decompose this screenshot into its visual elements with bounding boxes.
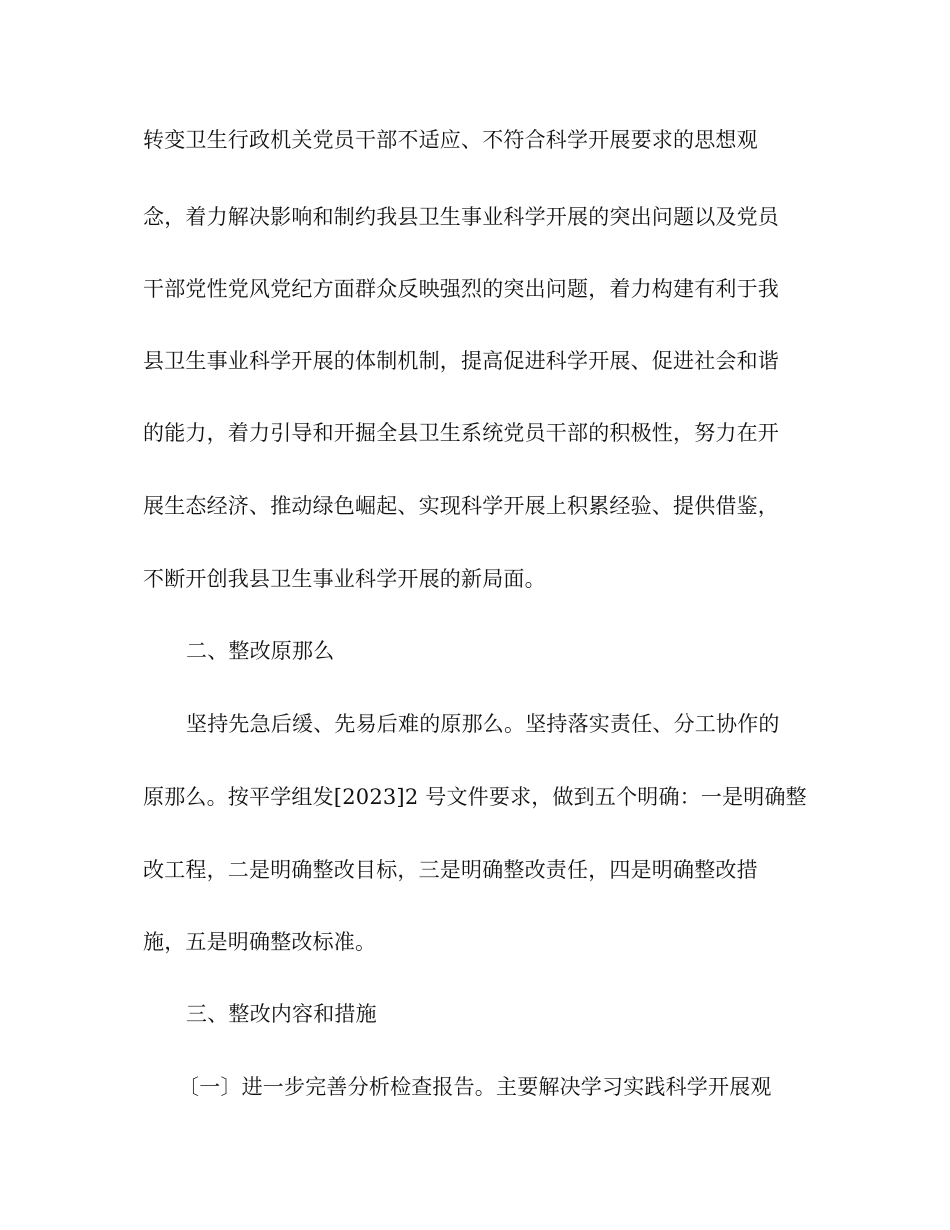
paragraph-line: 坚持先急后缓、先易后难的原那么。坚持落实责任、分工协作的: [186, 712, 780, 736]
paragraph-line: 转变卫生行政机关党员干部不适应、不符合科学开展要求的思想观: [143, 128, 758, 152]
paragraph-line: 施，五是明确整改标准。: [143, 930, 377, 954]
paragraph-line: 的能力，着力引导和开掘全县卫生系统党员干部的积极性，努力在开: [143, 421, 779, 445]
subsection-line: 〔一〕进一步完善分析检查报告。主要解决学习实践科学开展观: [178, 1075, 772, 1099]
paragraph-line: 县卫生事业科学开展的体制机制，提高促进科学开展、促进社会和谐: [143, 349, 779, 373]
paragraph-line: 展生态经济、推动绿色崛起、实现科学开展上积累经验、提供借鉴，: [143, 494, 779, 518]
paragraph-line: 不断开创我县卫生事业科学开展的新局面。: [143, 567, 546, 591]
paragraph-line: 干部党性党风党纪方面群众反映强烈的突出问题，着力构建有利于我: [143, 277, 779, 301]
section-heading: 三、整改内容和措施: [186, 1002, 377, 1026]
paragraph-line: 原那么。按平学组发[2023]2 号文件要求，做到五个明确：一是明确整: [143, 785, 807, 809]
paragraph-line: 改工程，二是明确整改目标，三是明确整改责任，四是明确整改措: [143, 858, 758, 882]
paragraph-line: 念，着力解决影响和制约我县卫生事业科学开展的突出问题以及党员: [143, 205, 779, 229]
section-heading: 二、整改原那么: [186, 639, 335, 663]
